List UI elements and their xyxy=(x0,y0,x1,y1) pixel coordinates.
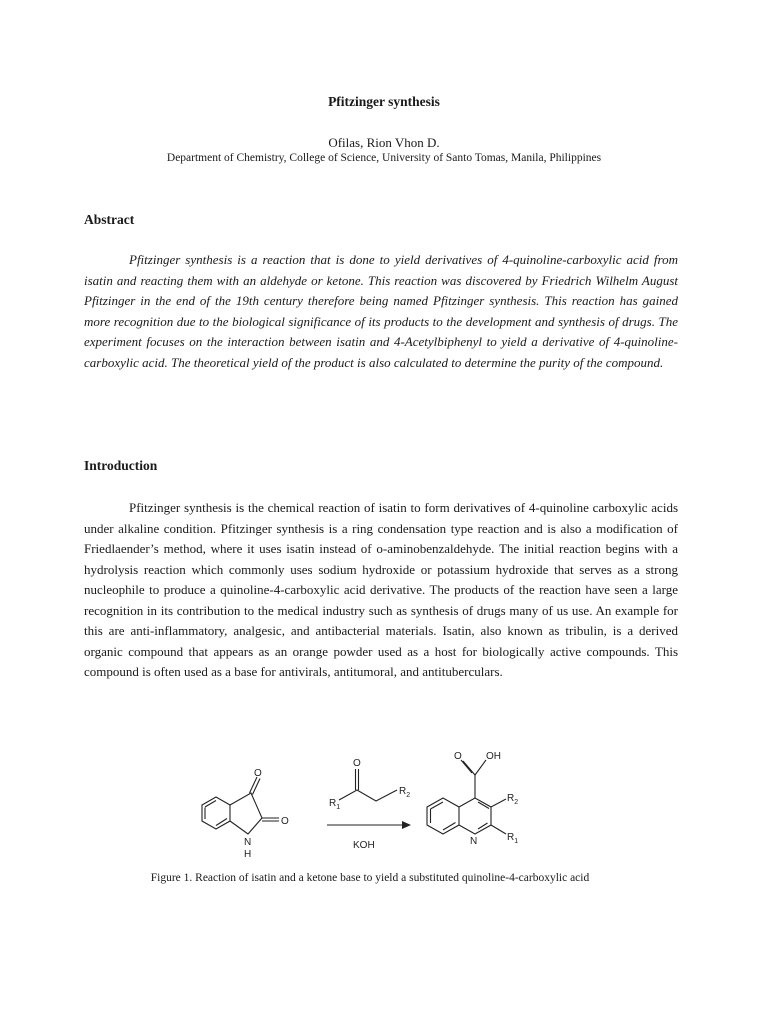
product-nitrogen: N xyxy=(470,836,478,847)
abstract-heading: Abstract xyxy=(84,212,135,227)
quinoline-pyridine-ring xyxy=(459,798,491,834)
abstract-text: Pfitzinger synthesis is a reaction that is done to yield derivatives of 4-quinoline-carboxylic acid from isatin and reacting them with an aldehyde or ketone. This reaction was discovered by Friedrich Wilhelm August Pfitzinger in the end of the 19th century therefore being named Pfitzinger synthesis. This reaction has gained more recognition due to the biological significance of its products to the development and synthesis of drugs. The experiment focuses on the interaction between isatin and 4-Acetylbiphenyl to yield a derivative of 4-quinoline-carboxylic acid. The theoretical yield of the product is also calculated to determine the purity of the compound. xyxy=(84,252,678,370)
product-oxygen: O xyxy=(454,751,462,762)
figure-caption: Figure 1. Reaction of isatin and a ketone base to yield a substituted quinoline-4-carboxylic acid xyxy=(150,872,590,884)
product-r2-label: $R_2$ xyxy=(507,793,519,806)
isatin-oxygen-top: O xyxy=(254,768,262,779)
ketone-r1-label: $R_1$ xyxy=(329,798,341,811)
isatin-five-ring xyxy=(230,793,262,834)
ketone-skeleton xyxy=(339,790,397,801)
isatin-benzene-ring xyxy=(202,797,230,829)
isatin-hydrogen: H xyxy=(244,849,252,860)
quinoline-benzene-ring xyxy=(427,798,459,834)
introduction-text: Pfitzinger synthesis is the chemical reaction of isatin to form derivatives of 4-quinoline carboxylic acids under alkaline condition. Pfitzinger synthesis is a ring condensation type reaction and is also a modification of Friedlaender’s method, where it uses isatin instead of o-aminobenzaldehyde. The initial reaction begins with a hydrolysis reaction which commonly uses sodium hydroxide or potassium hydroxide that serves as a strong nucleophile to produce a quinoline-4-carboxylic acid derivative. The products of the reaction have seen a large recognition in its contribution to the medical industry such as synthesis of drugs many of us use. An example for this are anti-inflammatory, analgesic, and antibacterial materials. Isatin, also known as tribulin, is a derived organic compound that appears as an orange powder used as a host for biologically active compounds. This compound is often used as a base for antivirals, antitumoral, and antituberculars. xyxy=(84,500,678,679)
ketone-oxygen: O xyxy=(353,758,361,769)
product-r1-label: $R_1$ xyxy=(507,832,519,845)
product-hydroxyl: OH xyxy=(486,751,501,762)
ketone-r2-label: $R_2$ xyxy=(399,786,411,799)
introduction-heading: Introduction xyxy=(84,458,158,473)
author-name: Ofilas, Rion Vhon D. xyxy=(328,135,440,150)
paper-title: Pfitzinger synthesis xyxy=(328,94,440,109)
reaction-scheme-figure xyxy=(190,742,580,868)
reaction-arrow-head xyxy=(402,821,411,829)
author-affiliation: Department of Chemistry, College of Science, University of Santo Tomas, Manila, Philippines xyxy=(166,152,602,164)
reagent-label: KOH xyxy=(353,840,375,851)
isatin-nitrogen: N xyxy=(244,837,252,848)
isatin-oxygen-right: O xyxy=(281,816,289,827)
